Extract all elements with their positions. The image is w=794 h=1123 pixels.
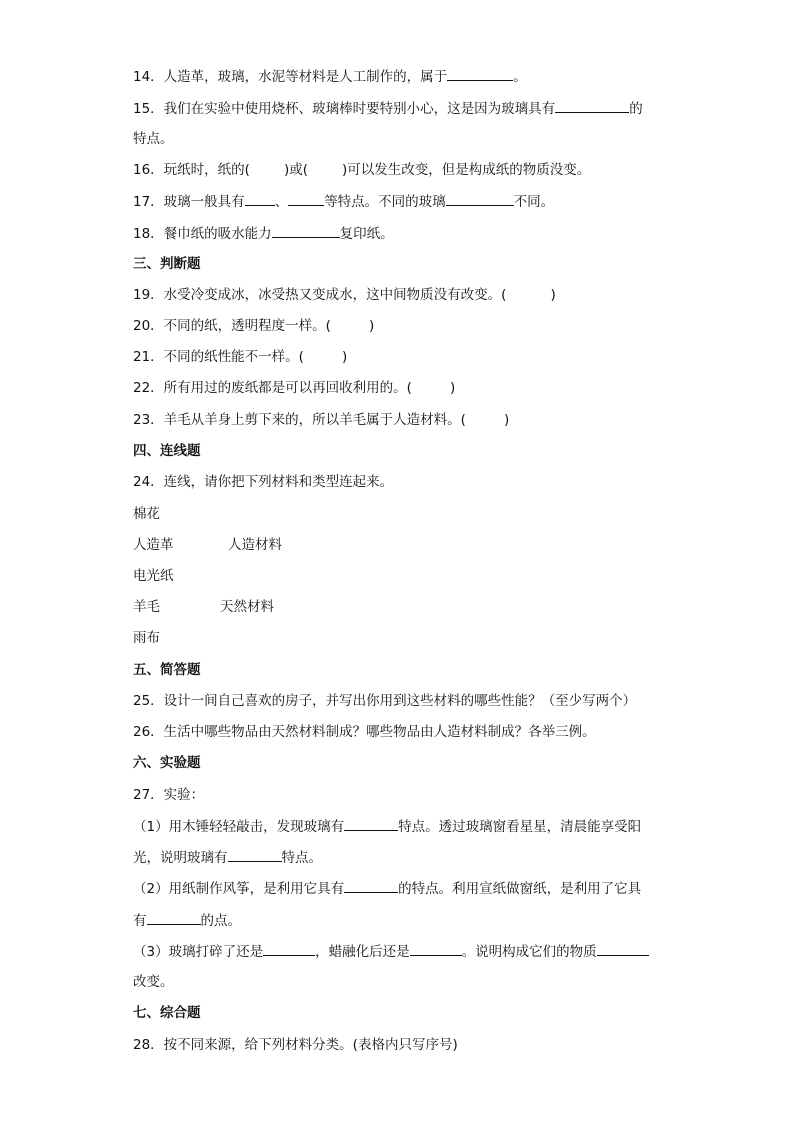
match-left-item[interactable]: 棉花	[133, 506, 160, 522]
q18-blank[interactable]	[272, 223, 340, 238]
question-15	[133, 98, 643, 119]
q27-s3-blank-3[interactable]	[597, 941, 649, 956]
match-left-item[interactable]: 人造革	[133, 537, 174, 553]
q27-sub-1	[133, 816, 641, 837]
q15-after: 的	[629, 101, 643, 117]
q27-s1-blank-1[interactable]	[344, 816, 398, 831]
section-heading-5: 五、简答题	[133, 662, 201, 678]
q14-end: 。	[513, 69, 527, 85]
q27-sub-3-cont: 改变。	[133, 974, 174, 990]
q27-s2-text-3: 有	[133, 913, 147, 929]
q27-s1-text-3: 光，说明玻璃有	[133, 850, 228, 866]
q15-continuation: 特点。	[133, 131, 174, 147]
q16-text-1: 16．玩纸时，纸的(	[133, 162, 250, 178]
q27-s3-text-1: （3）玻璃打碎了还是	[133, 944, 264, 960]
q23-text: 23．羊毛从羊身上剪下来的，所以羊毛属于人造材料。(	[133, 412, 466, 428]
q27-s1-text-1: （1）用木锤轻轻敲击，发现玻璃有	[133, 819, 345, 835]
question-28: 28．按不同来源，给下列材料分类。(表格内只写序号)	[133, 1037, 458, 1053]
section-heading-3: 三、判断题	[133, 256, 201, 272]
q23-close: )	[503, 412, 510, 428]
q27-sub-3	[133, 941, 649, 962]
match-right-item[interactable]: 人造材料	[228, 537, 282, 553]
question-14	[133, 66, 527, 87]
q16-text-2: )或(	[283, 162, 308, 178]
q27-s2-text-1: （2）用纸制作风筝，是利用它具有	[133, 881, 345, 897]
q27-s2-text-2: 的特点。利用宣纸做窗纸，是利用了它具	[398, 881, 642, 897]
section-heading-7: 七、综合题	[133, 1005, 201, 1021]
q14-text: 14．人造革，玻璃，水泥等材料是人工制作的，属于	[133, 69, 448, 85]
question-22	[133, 378, 455, 398]
q16-text-3: )可以发生改变，但是构成纸的物质没变。	[342, 162, 591, 178]
question-19	[133, 285, 556, 305]
q17-text-4: 不同。	[513, 194, 555, 210]
q19-text: 19．水受冷变成冰，冰受热又变成水，这中间物质没有改变。(	[133, 287, 507, 303]
q17-text-3: 等特点。不同的玻璃	[324, 194, 446, 210]
section-heading-6: 六、实验题	[133, 755, 201, 771]
q15-text: 15．我们在实验中使用烧杯、玻璃棒时要特别小心，这是因为玻璃具有	[133, 101, 556, 117]
q27-s1-text-2: 特点。透过玻璃窗看星星，清晨能享受阳	[398, 819, 642, 835]
q20-text: 20．不同的纸，透明程度一样。(	[133, 318, 331, 334]
question-16	[133, 160, 590, 180]
q17-text-2: 、	[274, 194, 289, 210]
question-24: 24．连线，请你把下列材料和类型连起来。	[133, 474, 394, 490]
q27-s3-text-2: ，蜡融化后还是	[315, 944, 410, 960]
q17-blank-1[interactable]	[245, 191, 275, 206]
question-26: 26．生活中哪些物品由天然材料制成？哪些物品由人造材料制成？各举三例。	[133, 724, 596, 740]
question-20	[133, 316, 374, 336]
question-17	[133, 191, 554, 212]
q20-close: )	[368, 318, 375, 334]
q21-close: )	[341, 349, 348, 365]
match-left-item[interactable]: 羊毛	[133, 599, 160, 615]
question-21	[133, 347, 347, 367]
section-heading-4: 四、连线题	[133, 443, 201, 459]
q27-s2-blank-1[interactable]	[344, 878, 398, 893]
q27-s3-text-3: 。说明构成它们的物质	[461, 944, 597, 960]
q17-text-1: 17．玻璃一般具有	[133, 194, 245, 210]
q22-close: )	[449, 380, 456, 396]
question-25: 25．设计一间自己喜欢的房子，并写出你用到这些材料的哪些性能？（至少写两个）	[133, 693, 637, 709]
question-23	[133, 410, 509, 430]
q27-sub-2	[133, 878, 641, 899]
match-right-item[interactable]: 天然材料	[220, 599, 274, 615]
q27-sub-2-cont	[133, 910, 241, 931]
q27-sub-1-cont	[133, 847, 322, 868]
match-left-item[interactable]: 雨布	[133, 630, 160, 646]
q27-s2-text-4: 的点。	[200, 913, 241, 929]
q15-blank[interactable]	[555, 98, 629, 113]
q27-s1-text-4: 特点。	[281, 850, 322, 866]
q17-blank-3[interactable]	[446, 191, 514, 206]
q18-end: 复印纸。	[339, 226, 394, 242]
q17-blank-2[interactable]	[288, 191, 324, 206]
q27-s3-blank-1[interactable]	[263, 941, 315, 956]
q27-s1-blank-2[interactable]	[228, 847, 282, 862]
q19-close: )	[550, 287, 556, 303]
question-27-title: 27．实验：	[133, 787, 205, 803]
match-left-item[interactable]: 电光纸	[133, 568, 174, 584]
q27-s2-blank-2[interactable]	[147, 910, 201, 925]
q22-text: 22．所有用过的废纸都是可以再回收利用的。(	[133, 380, 412, 396]
q18-text: 18．餐巾纸的吸水能力	[133, 226, 272, 242]
q27-s3-blank-2[interactable]	[410, 941, 462, 956]
question-18	[133, 223, 394, 244]
q14-blank[interactable]	[447, 66, 513, 81]
q21-text: 21．不同的纸性能不一样。(	[133, 349, 304, 365]
